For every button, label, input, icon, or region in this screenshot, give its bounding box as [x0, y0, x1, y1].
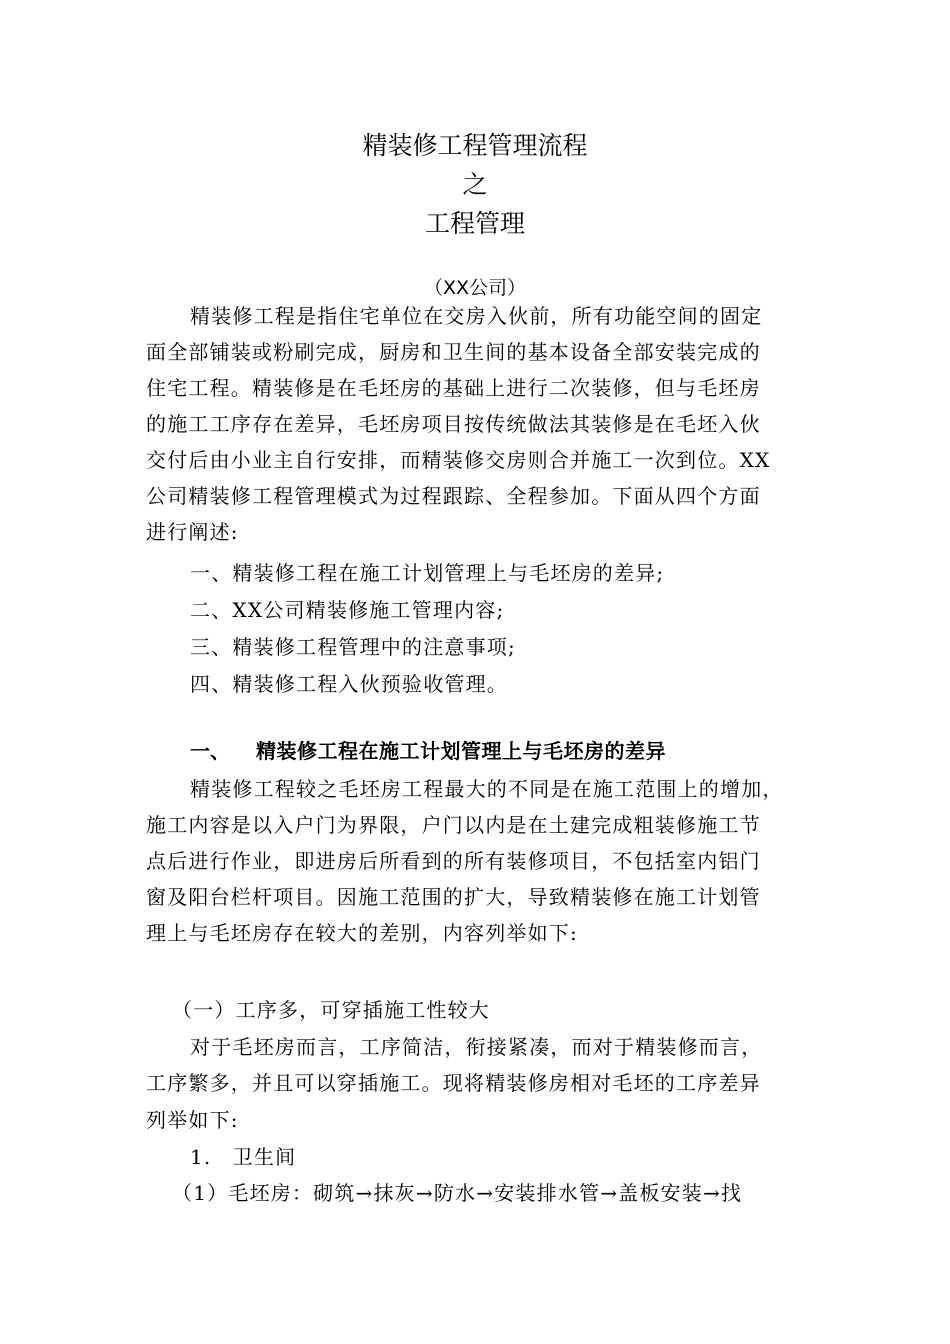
intro-line: 的施工工序存在差异，毛坯房项目按传统做法其装修是在毛坯入伙 — [146, 412, 761, 436]
intro-line: 住宅工程。精装修是在毛坯房的基础上进行二次装修，但与毛坯房 — [146, 376, 761, 400]
section-line: 理上与毛坯房存在较大的差别，内容列举如下: — [146, 921, 578, 945]
subsection-line: 工序繁多，并且可以穿插施工。现将精装修房相对毛坯的工序差异 — [146, 1071, 761, 1095]
intro-line: 交付后由小业主自行安排，而精装修交房则合并施工一次到位。XX — [146, 448, 771, 472]
section-line: 窗及阳台栏杆项目。因施工范围的扩大，导致精装修在施工计划管 — [146, 885, 761, 909]
intro-line: 进行阐述: — [146, 520, 239, 544]
outline-item: 四、精装修工程入伙预验收管理。 — [190, 672, 508, 696]
subsection-heading: （一）工序多，可穿插施工性较大 — [172, 998, 490, 1022]
list-item: 1. 卫生间 — [190, 1145, 297, 1169]
list-subitem: （1）毛坯房：砌筑→抹灰→防水→安装排水管→盖板安装→找 — [172, 1181, 743, 1205]
document-subtitle: 工程管理 — [424, 209, 525, 238]
company-name: （XX公司） — [423, 277, 527, 299]
outline-item: 二、XX公司精装修施工管理内容; — [190, 598, 505, 622]
section-line: 点后进行作业，即进房后所看到的所有装修项目，不包括室内铝门 — [146, 849, 761, 873]
outline-item: 三、精装修工程管理中的注意事项; — [190, 635, 516, 659]
section-heading: 精装修工程在施工计划管理上与毛坯房的差异 — [256, 739, 666, 763]
section-line: 施工内容是以入户门为界限，户门以内是在土建完成粗装修施工节 — [146, 813, 761, 837]
intro-line: 精装修工程是指住宅单位在交房入伙前，所有功能空间的固定 — [190, 304, 763, 328]
section-line: 精装修工程较之毛坯房工程最大的不同是在施工范围上的增加， — [190, 777, 784, 801]
outline-item: 一、精装修工程在施工计划管理上与毛坯房的差异; — [190, 561, 665, 585]
intro-line: 公司精装修工程管理模式为过程跟踪、全程参加。下面从四个方面 — [146, 484, 761, 508]
intro-line: 面全部铺装或粉刷完成，厨房和卫生间的基本设备全部安装完成的 — [146, 340, 761, 364]
subsection-line: 对于毛坯房而言，工序简洁，衔接紧凑，而对于精装修而言， — [190, 1035, 763, 1059]
document-title: 精装修工程管理流程 — [362, 131, 588, 160]
subsection-line: 列举如下: — [146, 1108, 239, 1132]
section-number: 一、 — [190, 739, 230, 763]
document-title-connector: 之 — [462, 170, 488, 199]
